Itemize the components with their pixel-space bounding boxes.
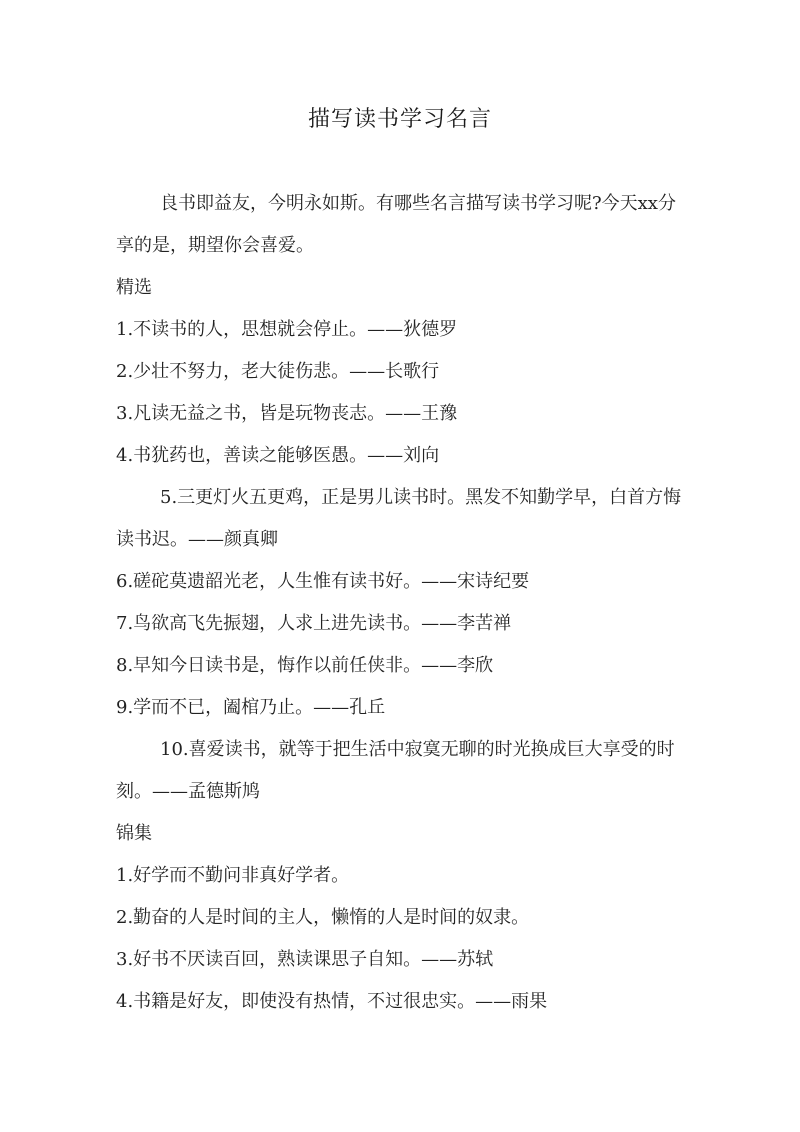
quote-item: 8.早知今日读书是，悔作以前任侠非。——李欣 bbox=[116, 655, 494, 676]
quote-item: 4.书籍是好友，即使没有热情，不过很忠实。——雨果 bbox=[116, 991, 548, 1012]
quote-item: 2.勤奋的人是时间的主人，懒惰的人是时间的奴隶。 bbox=[116, 907, 530, 928]
quote-item: 1.不读书的人，思想就会停止。——狄德罗 bbox=[116, 319, 458, 340]
quote-item: 2.少壮不努力，老大徒伤悲。——长歌行 bbox=[116, 361, 440, 382]
section-heading-selected: 精选 bbox=[116, 277, 152, 298]
quote-item: 5.三更灯火五更鸡，正是男儿读书时。黑发不知勤学早，白首方悔读书迟。——颜真卿 bbox=[116, 487, 682, 550]
quote-item: 9.学而不已，阖棺乃止。——孔丘 bbox=[116, 697, 386, 718]
quote-item: 6.磋砣莫遗韶光老，人生惟有读书好。——宋诗纪要 bbox=[116, 571, 530, 592]
quote-item: 3.好书不厌读百回，熟读课思子自知。——苏轼 bbox=[116, 949, 494, 970]
intro-paragraph: 良书即益友，今明永如斯。有哪些名言描写读书学习呢?今天xx分享的是，期望你会喜爱。 bbox=[116, 193, 676, 256]
quote-item: 7.鸟欲高飞先振翅，人求上进先读书。——李苦禅 bbox=[116, 613, 512, 634]
section-heading-collection: 锦集 bbox=[116, 823, 152, 844]
quote-item: 4.书犹药也，善读之能够医愚。——刘向 bbox=[116, 445, 440, 466]
quote-item: 1.好学而不勤问非真好学者。 bbox=[116, 865, 350, 886]
quote-item: 3.凡读无益之书，皆是玩物丧志。——王豫 bbox=[116, 403, 458, 424]
document-title: 描写读书学习名言 bbox=[307, 107, 492, 132]
document-body bbox=[116, 183, 686, 1023]
quote-item: 10.喜爱读书，就等于把生活中寂寞无聊的时光换成巨大享受的时刻。——孟德斯鸠 bbox=[116, 739, 675, 802]
